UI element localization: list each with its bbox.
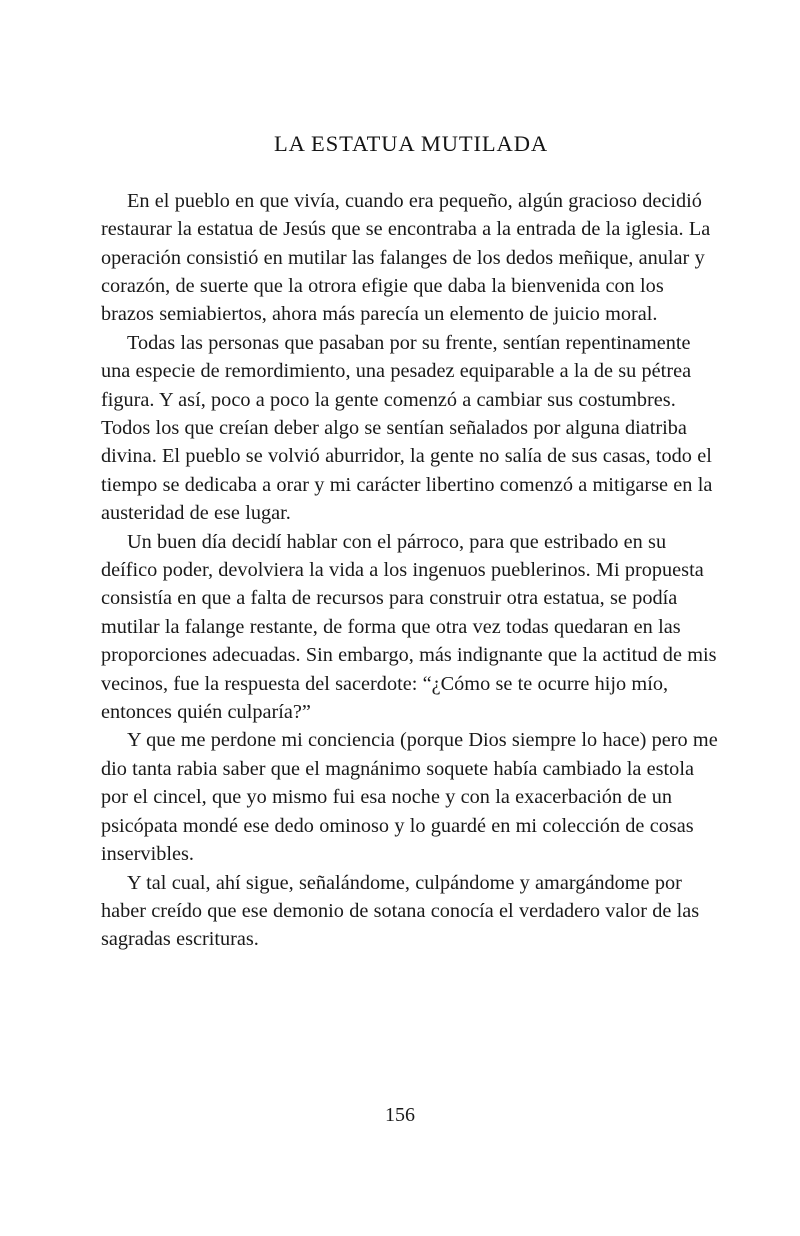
chapter-title: LA ESTATUA MUTILADA <box>273 131 549 156</box>
paragraph: Un buen día decidí hablar con el párroco, para que estribado en su deífico poder, devolviera la vida a los ingenuos pueblerinos. Mi propuesta consistía en que a falta de recursos para construir otra estatua, se podía mutilar la falange restante, de forma que otra vez todas quedaran en las proporciones adecuadas. Sin embargo, más indignante que la actitud de mis vecinos, fue la respuesta del sacerdote: “¿Cómo se te ocurre hijo mío, entonces quién culparía?” <box>101 530 717 724</box>
paragraph: En el pueblo en que vivía, cuando era pequeño, algún gracioso decidió restaurar la estatua de Jesús que se encontraba a la entrada de la iglesia. La operación consistió en mutilar las falanges de los dedos meñique, anular y corazón, de suerte que la otrora efigie que daba la bienvenida con los brazos semiabiertos, ahora más parecía un elemento de juicio moral. <box>101 189 711 326</box>
paragraph: Y tal cual, ahí sigue, señalándome, culpándome y amargándome por haber creído que ese demonio de sotana conocía el verdadero valor de las sagradas escrituras. <box>101 871 700 951</box>
paragraph: Todas las personas que pasaban por su frente, sentían repentinamente una especie de remordimiento, una pesadez equiparable a la de su pétrea figura. Y así, poco a poco la gente comenzó a cambiar sus costumbres. Todos los que creían deber algo se sentían señalados por alguna diatriba divina. El pueblo se volvió aburridor, la gente no salía de sus casas, todo el tiempo se dedicaba a orar y mi carácter libertino comenzó a mitigarse en la austeridad de ese lugar. <box>101 331 713 525</box>
page-content <box>101 132 721 954</box>
page-number: 156 <box>385 1104 415 1126</box>
body-text <box>101 187 721 954</box>
paragraph: Y que me perdone mi conciencia (porque Dios siempre lo hace) pero me dio tanta rabia saber que el magnánimo soquete había cambiado la estola por el cincel, que yo mismo fui esa noche y con la exacerbación de un psicópata mondé ese dedo ominoso y lo guardé en mi colección de cosas inservibles. <box>101 729 718 866</box>
